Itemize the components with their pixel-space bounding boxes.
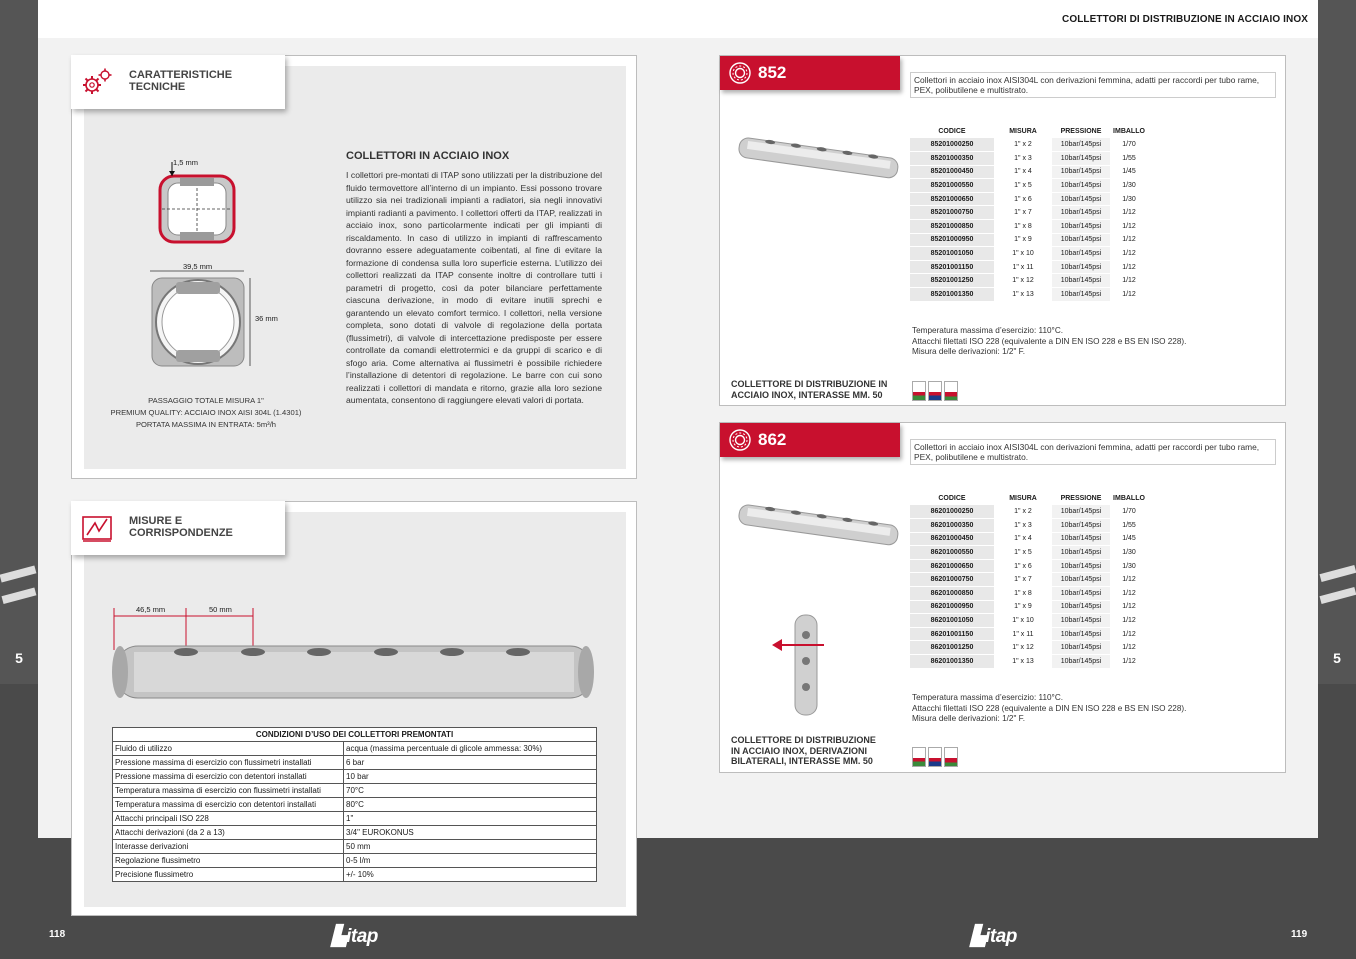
left-side-manifold-image — [0, 560, 38, 620]
packing-cell: 1/55 — [1110, 152, 1148, 166]
size-cell: 1" x 7 — [994, 206, 1052, 220]
table-row — [910, 600, 1148, 614]
pressure-cell: 10bar/145psi — [1052, 274, 1110, 288]
product-table — [910, 124, 1148, 302]
caption-line: PREMIUM QUALITY: ACCIAIO INOX AISI 304L (1.4301) — [110, 408, 302, 417]
conditions-row — [113, 770, 597, 784]
packing-cell: 1/12 — [1110, 260, 1148, 274]
size-cell: 1" x 10 — [994, 614, 1052, 628]
packing-cell: 1/12 — [1110, 233, 1148, 247]
product-name-line: COLLETTORE DI DISTRIBUZIONE IN — [731, 379, 888, 389]
conditions-table-body — [113, 742, 597, 882]
table-row — [910, 288, 1148, 302]
table-row — [910, 165, 1148, 179]
code-cell: 85201000550 — [910, 179, 994, 193]
pressure-cell: 10bar/145psi — [1052, 260, 1110, 274]
condition-value: 70°C — [344, 784, 597, 798]
packing-cell: 1/70 — [1110, 138, 1148, 152]
manifold-image — [734, 136, 904, 186]
packing-cell: 1/12 — [1110, 274, 1148, 288]
condition-value: 0-5 l/m — [344, 854, 597, 868]
size-cell: 1" x 10 — [994, 247, 1052, 261]
size-cell: 1" x 12 — [994, 641, 1052, 655]
product-description: Collettori in acciaio inox AISI304L con derivazioni femmina, adatti per raccordi per tubo rame, PEX, polibutilene e multistrato. — [910, 72, 1276, 98]
condition-label: Attacchi derivazioni (da 2 a 13) — [113, 826, 344, 840]
col-header: CODICE — [938, 494, 966, 502]
col-header: PRESSIONE — [1060, 127, 1102, 135]
condition-label: Temperatura massima di esercizio con detentori installati — [113, 798, 344, 812]
cert-warning-icon — [928, 381, 942, 401]
size-cell: 1" x 6 — [994, 559, 1052, 573]
pressure-cell: 10bar/145psi — [1052, 627, 1110, 641]
pressure-cell: 10bar/145psi — [1052, 600, 1110, 614]
conditions-table-title: CONDIZIONI D’USO DEI COLLETTORI PREMONTATI — [113, 728, 597, 742]
certification-icons — [912, 381, 960, 401]
code-cell: 85201000250 — [910, 138, 994, 152]
packing-cell: 1/12 — [1110, 220, 1148, 234]
section-caption — [84, 395, 328, 431]
packing-cell: 1/12 — [1110, 614, 1148, 628]
col-header: CODICE — [938, 127, 966, 135]
product-code: 862 — [758, 430, 787, 449]
col-header: MISURA — [1009, 494, 1037, 502]
packing-cell: 1/30 — [1110, 546, 1148, 560]
caption-line: PASSAGGIO TOTALE MISURA 1" — [148, 396, 264, 405]
gear-icon — [728, 61, 752, 85]
table-row — [910, 138, 1148, 152]
table-row — [910, 573, 1148, 587]
dim-a-label: 46,5 mm — [136, 605, 166, 614]
pressure-cell: 10bar/145psi — [1052, 519, 1110, 533]
pressure-cell: 10bar/145psi — [1052, 559, 1110, 573]
section-drawing — [140, 150, 300, 380]
pressure-cell: 10bar/145psi — [1052, 138, 1110, 152]
table-row — [910, 641, 1148, 655]
pressure-cell: 10bar/145psi — [1052, 573, 1110, 587]
table-row — [910, 627, 1148, 641]
product-table-body — [910, 505, 1148, 668]
tech-tab — [71, 55, 285, 109]
col-header: MISURA — [1009, 127, 1037, 135]
col-header: PRESSIONE — [1060, 494, 1102, 502]
pressure-cell: 10bar/145psi — [1052, 179, 1110, 193]
table-row — [910, 206, 1148, 220]
table-row — [910, 532, 1148, 546]
tech-tab-line1: CARATTERISTICHE — [129, 69, 233, 81]
size-cell: 1" x 3 — [994, 519, 1052, 533]
product-panel-862 — [719, 422, 1286, 773]
packing-cell: 1/12 — [1110, 573, 1148, 587]
table-row — [910, 614, 1148, 628]
table-row — [910, 247, 1148, 261]
pressure-cell: 10bar/145psi — [1052, 192, 1110, 206]
table-row — [910, 559, 1148, 573]
code-cell: 86201000250 — [910, 505, 994, 519]
product-description: Collettori in acciaio inox AISI304L con derivazioni femmina, adatti per raccordi per tubo rame, PEX, polibutilene e multistrato. — [910, 439, 1276, 465]
pressure-cell: 10bar/145psi — [1052, 288, 1110, 302]
cert-belarus-icon — [944, 747, 958, 767]
condition-value: 3/4" EUROKONUS — [344, 826, 597, 840]
left-chapter-number: 5 — [15, 650, 23, 666]
logo-mark-icon: ▙ — [971, 926, 986, 947]
packing-cell: 1/12 — [1110, 641, 1148, 655]
condition-label: Precisione flussimetro — [113, 868, 344, 882]
cert-belarus-icon — [944, 381, 958, 401]
code-cell: 86201001250 — [910, 641, 994, 655]
table-row — [910, 233, 1148, 247]
pressure-cell: 10bar/145psi — [1052, 165, 1110, 179]
gears-icon — [81, 67, 115, 97]
size-cell: 1" x 2 — [994, 138, 1052, 152]
cert-warning-icon — [928, 747, 942, 767]
size-cell: 1" x 2 — [994, 505, 1052, 519]
tech-tab-label — [129, 69, 232, 93]
packing-cell: 1/30 — [1110, 179, 1148, 193]
measures-tab-label — [129, 515, 233, 539]
code-cell: 85201001050 — [910, 247, 994, 261]
manifold-image — [734, 503, 904, 553]
size-cell: 1" x 7 — [994, 573, 1052, 587]
pressure-cell: 10bar/145psi — [1052, 247, 1110, 261]
packing-cell: 1/45 — [1110, 532, 1148, 546]
pressure-cell: 10bar/145psi — [1052, 505, 1110, 519]
code-cell: 85201000450 — [910, 165, 994, 179]
size-cell: 1" x 9 — [994, 233, 1052, 247]
condition-value: 6 bar — [344, 756, 597, 770]
pressure-cell: 10bar/145psi — [1052, 206, 1110, 220]
table-row — [910, 274, 1148, 288]
code-cell: 86201001150 — [910, 627, 994, 641]
size-cell: 1" x 6 — [994, 192, 1052, 206]
size-cell: 1" x 5 — [994, 546, 1052, 560]
itap-logo-left — [332, 925, 378, 948]
note-line: Attacchi filettati ISO 228 (equivalente a DIN EN ISO 228 e BS EN ISO 228). — [912, 336, 1187, 346]
conditions-row — [113, 868, 597, 882]
itap-logo-right — [971, 925, 1017, 948]
packing-cell: 1/12 — [1110, 600, 1148, 614]
product-code-tab — [720, 423, 900, 457]
code-cell: 86201000650 — [910, 559, 994, 573]
product-panel-852 — [719, 55, 1286, 406]
condition-label: Pressione massima di esercizio con detentori installati — [113, 770, 344, 784]
table-row — [910, 220, 1148, 234]
ruler-icon — [81, 513, 115, 543]
code-cell: 86201000750 — [910, 573, 994, 587]
conditions-row — [113, 798, 597, 812]
product-name — [731, 379, 887, 400]
section-header-title: COLLETTORI DI DISTRIBUZIONE IN ACCIAIO INOX — [1062, 14, 1308, 25]
packing-cell: 1/12 — [1110, 247, 1148, 261]
packing-cell: 1/55 — [1110, 519, 1148, 533]
code-cell: 85201000950 — [910, 233, 994, 247]
condition-value: 50 mm — [344, 840, 597, 854]
code-cell: 85201001150 — [910, 260, 994, 274]
pressure-cell: 10bar/145psi — [1052, 152, 1110, 166]
product-name-line: ACCIAIO INOX, INTERASSE MM. 50 — [731, 389, 883, 400]
cert-hungary-icon — [912, 381, 926, 401]
dim-thickness-label: 1,5 mm — [173, 158, 199, 167]
pressure-cell: 10bar/145psi — [1052, 220, 1110, 234]
product-code: 852 — [758, 63, 787, 82]
condition-label: Pressione massima di esercizio con flussimetri installati — [113, 756, 344, 770]
size-cell: 1" x 12 — [994, 274, 1052, 288]
pressure-cell: 10bar/145psi — [1052, 587, 1110, 601]
condition-label: Attacchi principali ISO 228 — [113, 812, 344, 826]
size-cell: 1" x 8 — [994, 587, 1052, 601]
code-cell: 85201001350 — [910, 288, 994, 302]
table-row — [910, 655, 1148, 669]
code-cell: 86201001050 — [910, 614, 994, 628]
conditions-row — [113, 812, 597, 826]
packing-cell: 1/12 — [1110, 627, 1148, 641]
size-cell: 1" x 13 — [994, 288, 1052, 302]
measures-tab — [71, 501, 285, 555]
packing-cell: 1/30 — [1110, 559, 1148, 573]
product-code-tab — [720, 56, 900, 90]
product-name-line: BILATERALI, INTERASSE MM. 50 — [731, 756, 873, 766]
code-cell: 85201000650 — [910, 192, 994, 206]
condition-label: Interasse derivazioni — [113, 840, 344, 854]
code-cell: 86201000350 — [910, 519, 994, 533]
measures-tab-line2: CORRISPONDENZE — [129, 527, 233, 539]
product-table-body — [910, 138, 1148, 301]
product-name — [731, 735, 876, 767]
size-cell: 1" x 11 — [994, 260, 1052, 274]
conditions-row — [113, 840, 597, 854]
code-cell: 85201001250 — [910, 274, 994, 288]
code-cell: 86201000450 — [910, 532, 994, 546]
condition-value: 10 bar — [344, 770, 597, 784]
packing-cell: 1/45 — [1110, 165, 1148, 179]
table-row — [910, 192, 1148, 206]
col-header: IMBALLO — [1113, 127, 1145, 135]
conditions-row — [113, 826, 597, 840]
conditions-row — [113, 784, 597, 798]
product-name-line: IN ACCIAIO INOX, DERIVAZIONI — [731, 745, 868, 756]
condition-label: Temperatura massima di esercizio con flussimetri installati — [113, 784, 344, 798]
table-row — [910, 519, 1148, 533]
conditions-row — [113, 854, 597, 868]
right-side-manifold-image — [1318, 560, 1356, 620]
bilateral-manifold-image — [770, 613, 830, 718]
dim-height-label: 36 mm — [255, 314, 278, 323]
pressure-cell: 10bar/145psi — [1052, 655, 1110, 669]
table-row — [910, 152, 1148, 166]
pressure-cell: 10bar/145psi — [1052, 546, 1110, 560]
size-cell: 1" x 11 — [994, 627, 1052, 641]
gear-icon — [728, 428, 752, 452]
condition-value: +/- 10% — [344, 868, 597, 882]
tech-tab-line2: TECNICHE — [129, 81, 186, 93]
pressure-cell: 10bar/145psi — [1052, 614, 1110, 628]
size-cell: 1" x 3 — [994, 152, 1052, 166]
tech-title: COLLETTORI IN ACCIAIO INOX — [346, 150, 510, 162]
condition-value: 80°C — [344, 798, 597, 812]
conditions-row — [113, 756, 597, 770]
note-line: Misura delle derivazioni: 1/2" F. — [912, 347, 1026, 356]
condition-value: 1" — [344, 812, 597, 826]
measures-tab-line1: MISURE E — [129, 515, 183, 527]
size-cell: 1" x 9 — [994, 600, 1052, 614]
condition-label: Regolazione flussimetro — [113, 854, 344, 868]
col-header: IMBALLO — [1113, 494, 1145, 502]
conditions-row — [113, 742, 597, 756]
caption-line: PORTATA MASSIMA IN ENTRATA: 5m³/h — [135, 420, 277, 429]
table-row — [910, 505, 1148, 519]
pressure-cell: 10bar/145psi — [1052, 233, 1110, 247]
table-row — [910, 546, 1148, 560]
size-cell: 1" x 8 — [994, 220, 1052, 234]
size-cell: 1" x 5 — [994, 179, 1052, 193]
condition-label: Fluido di utilizzo — [113, 742, 344, 756]
note-line: Misura delle derivazioni: 1/2" F. — [912, 714, 1026, 723]
condition-value: acqua (massima percentuale di glicole ammessa: 30%) — [344, 742, 597, 756]
size-cell: 1" x 4 — [994, 165, 1052, 179]
note-line: Temperatura massima d’esercizio: 110°C. — [912, 326, 1064, 335]
certification-icons — [912, 747, 960, 767]
code-cell: 85201000750 — [910, 206, 994, 220]
table-row — [910, 179, 1148, 193]
right-page-number: 119 — [1291, 929, 1308, 940]
tech-body: I collettori pre-montati di ITAP sono utilizzati per la distribuzione del fluido termovettore all’interno di un impianto. Essi possono trovare utilizzo sia nei tradizionali impianti a radiatori, sia negli innovativi impianti radianti a pavimento. I collettori offerti da ITAP, realizzati in acciaio inox, sono particolarmente indicati per gli impianti di riscaldamento. In caso di utilizzo in impianti di raffrescamento dovranno essere adeguatamente coibentati, al fine di evitare la formazione di condensa sulla loro superficie esterna. L’utilizzo dei collettori realizzati da ITAP consente inoltre di controllare tutti i parametri di progetto, così da poter bilanciare perfettamente ciascuna derivazione, in modo di evitare inutili sprechi e garantendo un elevato comfort termico. I collettori, nella versione completa, sono dotati di valvole di regolazione della portata (flussimetri), di valvole di intercettazione predisposte per essere controllate da comandi elettrotermici e da gruppi di scarico e di sfogo aria. Come alternativa ai flussimetri è possibile richiedere l’installazione di detentori di regolazione. Le barre con cui sono realizzati i collettori di mandata e ritorno, grazie alla loro sezione aumentata, consentono di raggiungere elevati valori di portata. — [346, 170, 602, 405]
size-cell: 1" x 13 — [994, 655, 1052, 669]
code-cell: 86201000850 — [910, 587, 994, 601]
table-row — [910, 587, 1148, 601]
packing-cell: 1/70 — [1110, 505, 1148, 519]
packing-cell: 1/12 — [1110, 587, 1148, 601]
code-cell: 85201000350 — [910, 152, 994, 166]
code-cell: 86201001350 — [910, 655, 994, 669]
packing-cell: 1/12 — [1110, 288, 1148, 302]
code-cell: 86201000950 — [910, 600, 994, 614]
dim-width-label: 39,5 mm — [183, 262, 213, 271]
dim-b-label: 50 mm — [209, 605, 232, 614]
size-cell: 1" x 4 — [994, 532, 1052, 546]
cert-hungary-icon — [912, 747, 926, 767]
right-chapter-number: 5 — [1333, 650, 1341, 666]
table-row — [910, 260, 1148, 274]
note-line: Attacchi filettati ISO 228 (equivalente a DIN EN ISO 228 e BS EN ISO 228). — [912, 703, 1187, 713]
conditions-table — [112, 727, 597, 882]
product-table — [910, 491, 1148, 669]
product-notes — [912, 693, 1186, 725]
pressure-cell: 10bar/145psi — [1052, 532, 1110, 546]
product-name-line: COLLETTORE DI DISTRIBUZIONE — [731, 735, 876, 745]
packing-cell: 1/30 — [1110, 192, 1148, 206]
manifold-dimension-drawing — [108, 600, 600, 710]
left-page-number: 118 — [49, 929, 66, 940]
logo-text: itap — [346, 926, 378, 947]
packing-cell: 1/12 — [1110, 206, 1148, 220]
logo-text: itap — [985, 926, 1017, 947]
packing-cell: 1/12 — [1110, 655, 1148, 669]
pressure-cell: 10bar/145psi — [1052, 641, 1110, 655]
note-line: Temperatura massima d’esercizio: 110°C. — [912, 693, 1064, 702]
code-cell: 86201000550 — [910, 546, 994, 560]
product-notes — [912, 326, 1186, 358]
logo-mark-icon: ▙ — [332, 926, 347, 947]
code-cell: 85201000850 — [910, 220, 994, 234]
